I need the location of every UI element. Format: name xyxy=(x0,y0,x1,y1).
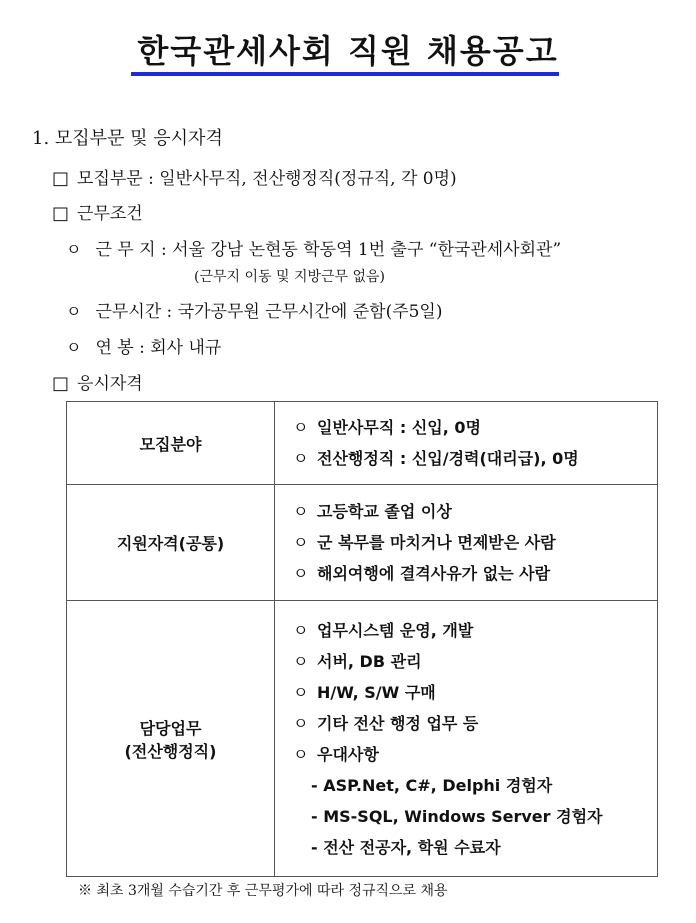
row-content xyxy=(275,601,658,877)
item-text: H/W, S/W 구매 xyxy=(317,682,436,702)
row-label: 지원자격(공통) xyxy=(67,485,275,601)
list-item xyxy=(293,527,657,558)
item-text: 업무시스템 운영, 개발 xyxy=(317,620,474,640)
list-item xyxy=(293,708,657,739)
circle-bullet-icon: ㅇ xyxy=(293,744,309,764)
circle-bullet-icon: ㅇ xyxy=(66,302,82,321)
row-content xyxy=(275,485,658,601)
qualifications-line xyxy=(52,369,143,394)
item-text: 전산행정직 : 신입/경력(대리급), 0명 xyxy=(317,449,579,468)
circle-bullet-icon: ㅇ xyxy=(66,240,82,259)
circle-bullet-icon: ㅇ xyxy=(293,682,309,702)
item-text: 고등학교 졸업 이상 xyxy=(317,502,452,521)
list-item xyxy=(293,677,657,708)
checkbox-square-icon: □ xyxy=(52,168,70,189)
conditions-line xyxy=(52,199,143,224)
list-item xyxy=(293,558,657,589)
list-item xyxy=(293,739,657,770)
requirements-table xyxy=(66,401,658,877)
hours-text: 근무시간 : 국가공무원 근무시간에 준함(주5일) xyxy=(95,302,443,322)
row-label xyxy=(67,601,275,877)
list-item xyxy=(293,412,657,443)
title-underline xyxy=(131,72,559,76)
list-item xyxy=(293,496,657,527)
checkbox-square-icon: □ xyxy=(52,203,70,224)
table-row xyxy=(67,485,658,601)
circle-bullet-icon: ㅇ xyxy=(293,449,309,468)
item-text: 기타 전산 행정 업무 등 xyxy=(317,713,479,733)
row-content xyxy=(275,402,658,485)
preferred-item: - 전산 전공자, 학원 수료자 xyxy=(311,837,501,857)
table-row xyxy=(67,402,658,485)
conditions-text: 근무조건 xyxy=(77,204,143,224)
list-item xyxy=(293,443,657,474)
hours-line xyxy=(66,297,443,322)
circle-bullet-icon: ㅇ xyxy=(293,533,309,552)
workplace-subnote: (근무지 이동 및 지방근무 없음) xyxy=(194,269,386,285)
recruit-line xyxy=(52,164,457,189)
checkbox-square-icon: □ xyxy=(52,373,70,394)
table-row xyxy=(67,601,658,877)
section-heading: 1. 모집부문 및 응시자격 xyxy=(32,128,223,149)
list-item xyxy=(293,615,657,646)
circle-bullet-icon: ㅇ xyxy=(293,620,309,640)
item-text: 군 복무를 마치거나 면제받은 사람 xyxy=(317,533,556,552)
circle-bullet-icon: ㅇ xyxy=(293,502,309,521)
salary-line xyxy=(66,333,221,358)
preferred-item: - ASP.Net, C#, Delphi 경험자 xyxy=(311,775,553,795)
qualifications-text: 응시자격 xyxy=(77,374,143,394)
row-label: 모집분야 xyxy=(67,402,275,485)
preferred-item: - MS-SQL, Windows Server 경험자 xyxy=(311,806,603,826)
page-title: 한국관세사회 직원 채용공고 xyxy=(137,32,559,70)
item-text: 서버, DB 관리 xyxy=(317,651,422,671)
recruit-text: 모집부문 : 일반사무직, 전산행정직(정규직, 각 0명) xyxy=(77,169,457,189)
list-item xyxy=(293,646,657,677)
footnote: ※ 최초 3개월 수습기간 후 근무평가에 따라 정규직으로 채용 xyxy=(78,883,448,899)
circle-bullet-icon: ㅇ xyxy=(66,338,82,357)
circle-bullet-icon: ㅇ xyxy=(293,418,309,437)
row-label-line2: (전산행정직) xyxy=(124,741,217,761)
circle-bullet-icon: ㅇ xyxy=(293,564,309,583)
salary-text: 연 봉 : 회사 내규 xyxy=(95,338,222,358)
workplace-line xyxy=(66,235,561,260)
circle-bullet-icon: ㅇ xyxy=(293,651,309,671)
item-text: 우대사항 xyxy=(317,744,379,764)
workplace-text: 근 무 지 : 서울 강남 논현동 학동역 1번 출구 “한국관세사회관” xyxy=(95,240,562,260)
row-label-line1: 담당업무 xyxy=(139,718,202,738)
item-text: 해외여행에 결격사유가 없는 사람 xyxy=(317,564,551,583)
item-text: 일반사무직 : 신입, 0명 xyxy=(317,418,481,437)
circle-bullet-icon: ㅇ xyxy=(293,713,309,733)
